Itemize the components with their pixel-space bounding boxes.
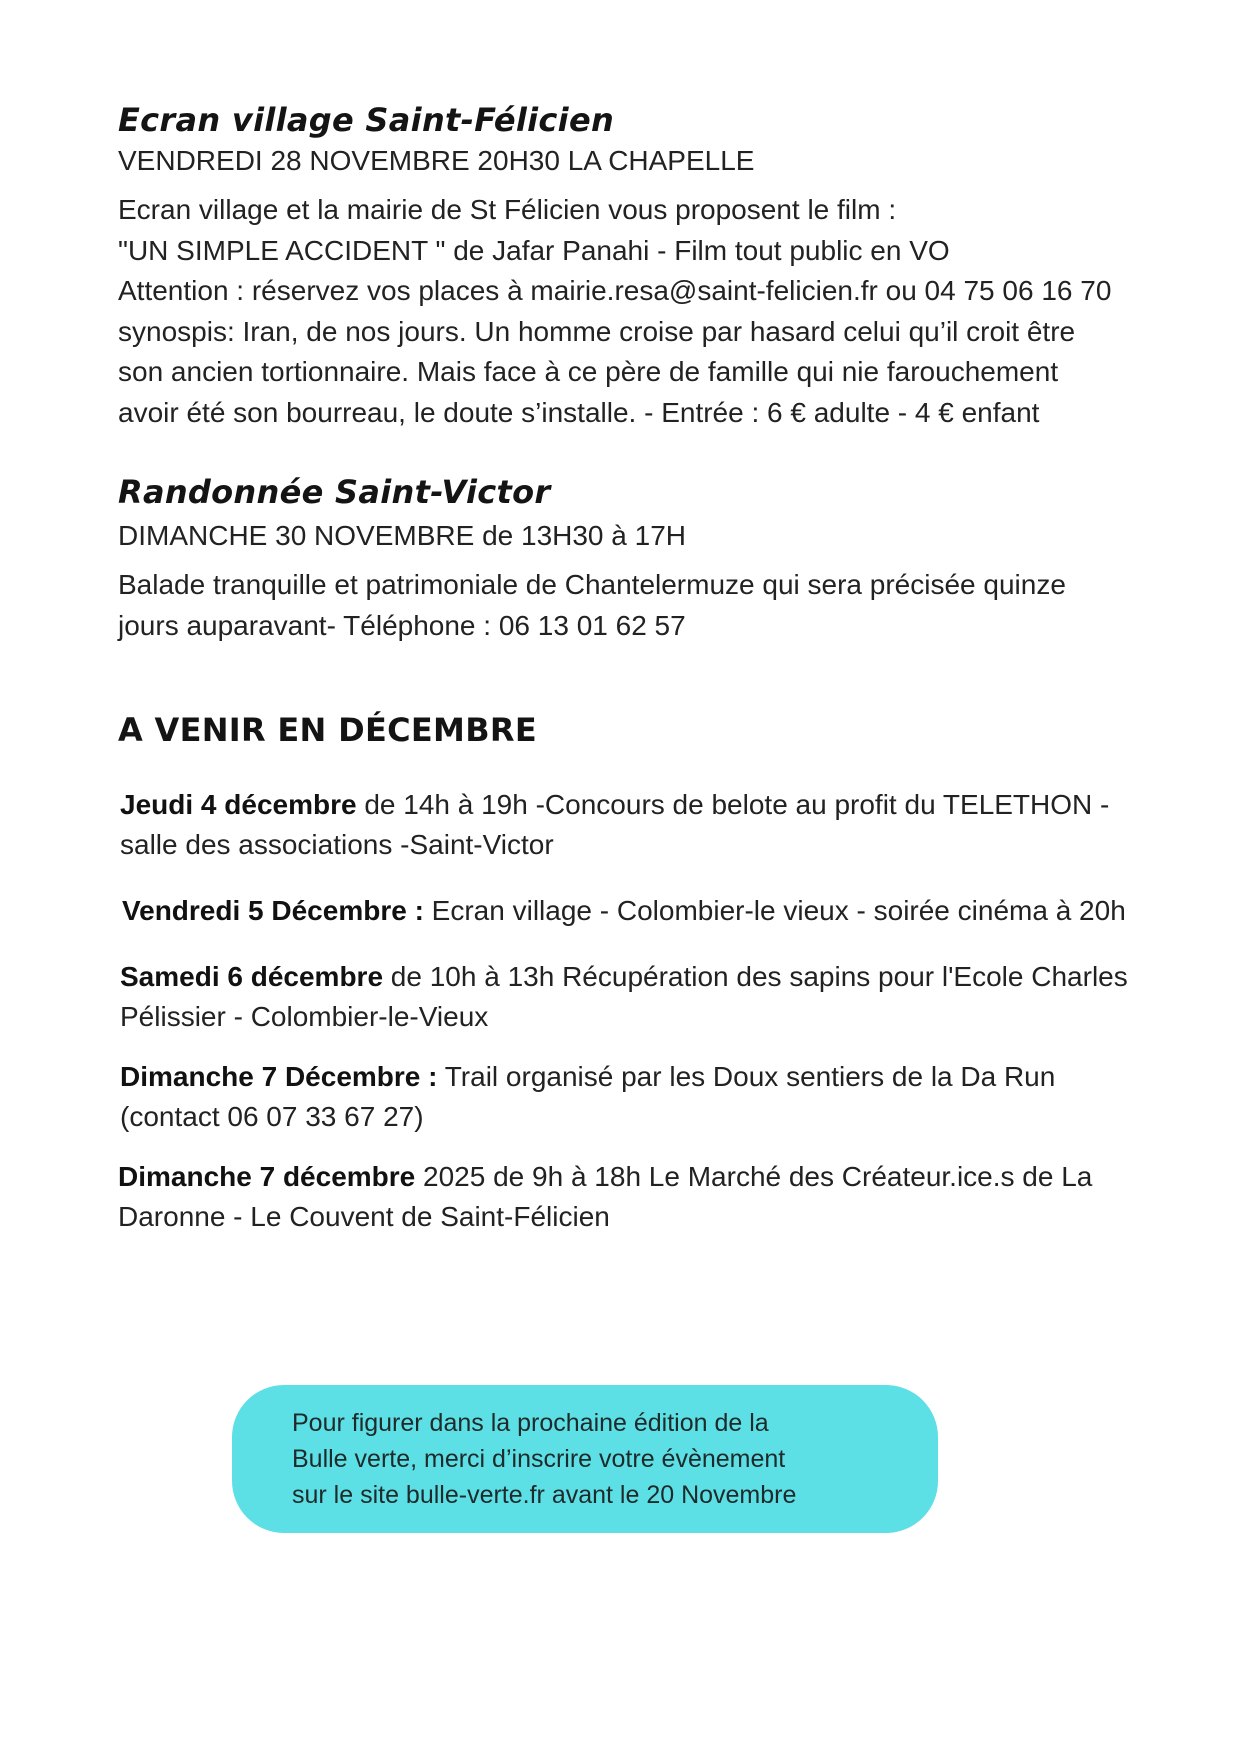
event-date: Samedi 6 décembre	[120, 961, 384, 992]
randonnee-date: DIMANCHE 30 NOVEMBRE de 13H30 à 17H	[118, 520, 686, 551]
ecran-line: synospis: Iran, de nos jours. Un homme croise par hasard celui qu’il croit être	[118, 315, 1076, 347]
event-text-continued: Pélissier - Colombier-le-Vieux	[120, 1001, 489, 1032]
randonnee-description	[118, 565, 1208, 646]
ecran-description	[118, 190, 1208, 433]
event-item	[120, 957, 1210, 1037]
event-text: de 14h à 19h -Concours de belote au profit du TELETHON -	[356, 789, 1110, 820]
ecran-line: avoir été son bourreau, le doute s’installe. - Entrée : 6 € adulte - 4 € enfant	[118, 396, 1040, 428]
event-item	[118, 1157, 1208, 1237]
randonnee-title: Randonnée Saint-Victor	[118, 473, 551, 511]
event-date: Vendredi 5 Décembre :	[122, 895, 424, 926]
ecran-date: VENDREDI 28 NOVEMBRE 20H30 LA CHAPELLE	[118, 145, 755, 176]
event-text: Ecran village - Colombier-le vieux - soirée cinéma à 20h	[423, 895, 1126, 926]
callout-line: Bulle verte, merci d’inscrire votre évènement	[292, 1445, 786, 1473]
randonnee-line: Balade tranquille et patrimoniale de Chantelermuze qui sera précisée quinze	[118, 569, 1066, 600]
event-text-continued: (contact 06 07 33 67 27)	[120, 1101, 424, 1132]
event-date: Jeudi 4 décembre	[120, 789, 357, 820]
event-date: Dimanche 7 Décembre :	[120, 1061, 438, 1092]
event-item	[122, 891, 1212, 931]
decembre-heading: A VENIR EN DÉCEMBRE	[118, 711, 537, 749]
event-item	[120, 785, 1210, 865]
ecran-line: Attention : réservez vos places à mairie.resa@saint-felicien.fr ou 04 75 06 16 70	[118, 275, 1112, 306]
event-item	[120, 1057, 1210, 1137]
event-text-continued: Daronne - Le Couvent de Saint-Félicien	[118, 1201, 610, 1232]
event-text: 2025 de 9h à 18h Le Marché des Créateur.ice.s de La	[415, 1161, 1093, 1192]
event-text-continued: salle des associations -Saint-Victor	[120, 829, 554, 860]
ecran-line: son ancien tortionnaire. Mais face à ce père de famille qui nie farouchement	[118, 356, 1059, 387]
ecran-line: "UN SIMPLE ACCIDENT " de Jafar Panahi - Film tout public en VO	[118, 234, 950, 266]
randonnee-line: jours auparavant- Téléphone : 06 13 01 62 57	[118, 609, 686, 641]
callout-line: sur le site bulle-verte.fr avant le 20 Novembre	[292, 1481, 797, 1509]
event-date: Dimanche 7 décembre	[118, 1161, 416, 1192]
callout-line: Pour figurer dans la prochaine édition de la	[292, 1409, 769, 1437]
ecran-line: Ecran village et la mairie de St Félicien vous proposent le film :	[118, 194, 897, 225]
event-text: de 10h à 13h Récupération des sapins pour l'Ecole Charles	[383, 961, 1128, 992]
submission-callout	[232, 1385, 938, 1533]
ecran-title: Ecran village Saint-Félicien	[118, 101, 615, 139]
event-text: Trail organisé par les Doux sentiers de la Da Run	[437, 1061, 1056, 1092]
callout-text	[292, 1405, 796, 1513]
